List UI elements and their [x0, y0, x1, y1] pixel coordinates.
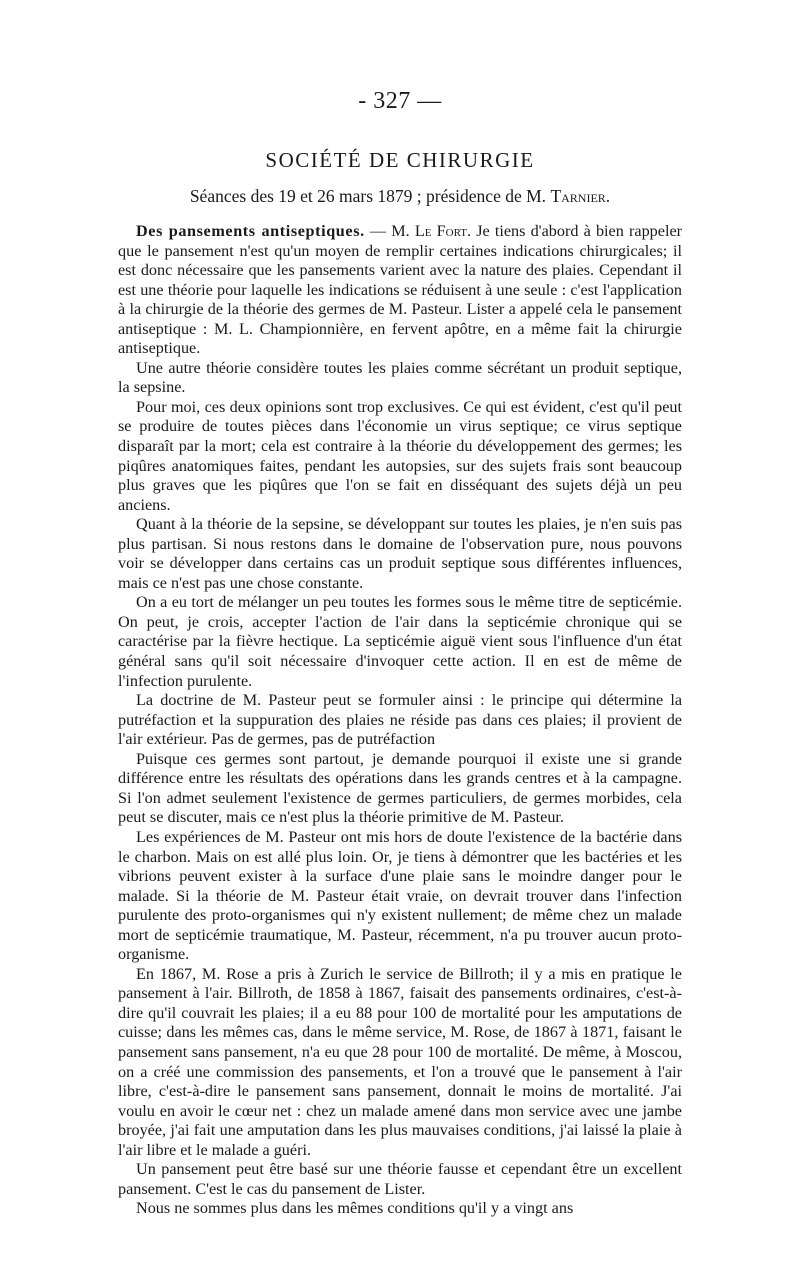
article-body [118, 222, 682, 1219]
paragraph-10: Un pansement peut être basé sur une théorie fausse et cependant être un excellent pansement. C'est le cas du pansement de Lister. [118, 1160, 682, 1198]
paragraph-1-text: . Je tiens d'abord à bien rappeler que le pansement n'est qu'un moyen de remplir certaines indications chirurgicales; il est donc nécessaire que les pansements varient avec la nature des plaies. Cependant il est une théorie pour laquelle les indications se réduisent à une seule : c'est l'application à la chirurgie de la théorie des germes de M. Pasteur. Lister a appelé cela le pansement antiseptique : M. L. Championnière, en fervent apôtre, en a même fait la chirurgie antiseptique. [118, 222, 683, 358]
paragraph-1 [118, 222, 682, 359]
page-number-header: - 327 — [358, 88, 442, 114]
session-subtitle [0, 186, 800, 207]
paragraph-4: Quant à la théorie de la sepsine, se développant sur toutes les plaies, je n'en suis pas plus partisan. Si nous restons dans le domaine de l'observation pure, nous pouvons voir se développer dans certains cas un produit septique sous différentes influences, mais ce n'est pas une chose constante. [118, 515, 682, 592]
section-title: SOCIÉTÉ DE CHIRURGIE [265, 148, 535, 172]
paragraph-7: Puisque ces germes sont partout, je demande pourquoi il existe une si grande différence entre les résultats des opérations dans les grands centres et à la campagne. Si l'on admet seulement l'existence de germes particuliers, de germes morbides, cela peut se discuter, mais ce n'est plus la théorie primitive de M. Pasteur. [118, 749, 682, 827]
paragraph-2: Une autre théorie considère toutes les plaies comme sécrétant un produit septique, la sepsine. [118, 358, 682, 397]
president-name: Tarnier [550, 186, 606, 206]
subtitle-end: . [605, 186, 611, 206]
paragraph-3: Pour moi, ces deux opinions sont trop exclusives. Ce qui est évident, c'est qu'il peut se produire de toutes pièces dans l'économie un virus septique; ce virus septique disparaît par la mort; cela est contraire à la théorie du développement des germes; les piqûres anatomiques faites, pendant les autopsies, sur des sujets frais sont beaucoup plus graves que les piqûres que l'on se fait en disséquant des sujets déjà un peu anciens. [118, 397, 682, 514]
paragraph-8: Les expériences de M. Pasteur ont mis hors de doute l'existence de la bactérie dans le charbon. Mais on est allé plus loin. Or, je tiens à démontrer que les bactéries et les vibrions peuvent exister à la surface d'une plaie sans le moindre danger pour le malade. Si la théorie de M. Pasteur était vraie, on devrait trouver dans l'infection purulente des proto-organismes qui n'y existent nullement; de même chez un malade mort de septicémie traumatique, M. Pasteur, récemment, n'a pu trouver aucun proto-organisme. [118, 827, 682, 964]
subtitle-text: Séances des 19 et 26 mars 1879 ; présidence de M. [189, 186, 551, 206]
paragraph-6: La doctrine de M. Pasteur peut se formuler ainsi : le principe qui détermine la putréfaction et la suppuration des plaies ne réside pas dans ces plaies; il provient de l'air extérieur. Pas de germes, pas de putréfaction [118, 691, 682, 749]
paragraph-9: En 1867, M. Rose a pris à Zurich le service de Billroth; il y a mis en pratique le pansement à l'air. Billroth, de 1858 à 1867, faisait des pansements ordinaires, c'est-à-dire qu'il couvrait les plaies; il a eu 88 pour 100 de mortalité pour les amputations de cuisse; dans les mêmes cas, dans le même service, M. Rose, de 1867 à 1871, faisant le pansement sans pansement, n'a eu que 28 pour 100 de mortalité. De même, à Moscou, on a créé une commission des pansements, et l'on a trouvé que le pansement à l'air libre, c'est-à-dire le pansement sans pansement, donnait le moins de mortalité. J'ai voulu en avoir le cœur net : chez un malade amené dans mon service avec une jambe broyée, j'ai fait une amputation dans les plus mauvaises conditions, j'ai laissé la plaie à l'air libre et le malade a guéri. [118, 964, 682, 1159]
speaker-name: Le Fort [414, 222, 467, 240]
lead-dash: — M. [364, 222, 415, 240]
article-heading: Des pansements antiseptiques. [136, 222, 365, 240]
paragraph-11: Nous ne sommes plus dans les mêmes conditions qu'il y a vingt ans [136, 1199, 574, 1218]
paragraph-5: On a eu tort de mélanger un peu toutes les formes sous le même titre de septicémie. On peut, je crois, accepter l'action de l'air dans la septicémie chronique qui se caractérise par la fièvre hectique. La septicémie aiguë vient sous l'influence d'un état général sans qu'il soit nécessaire d'invoquer cette action. Il en est de même de l'infection purulente. [118, 593, 682, 690]
